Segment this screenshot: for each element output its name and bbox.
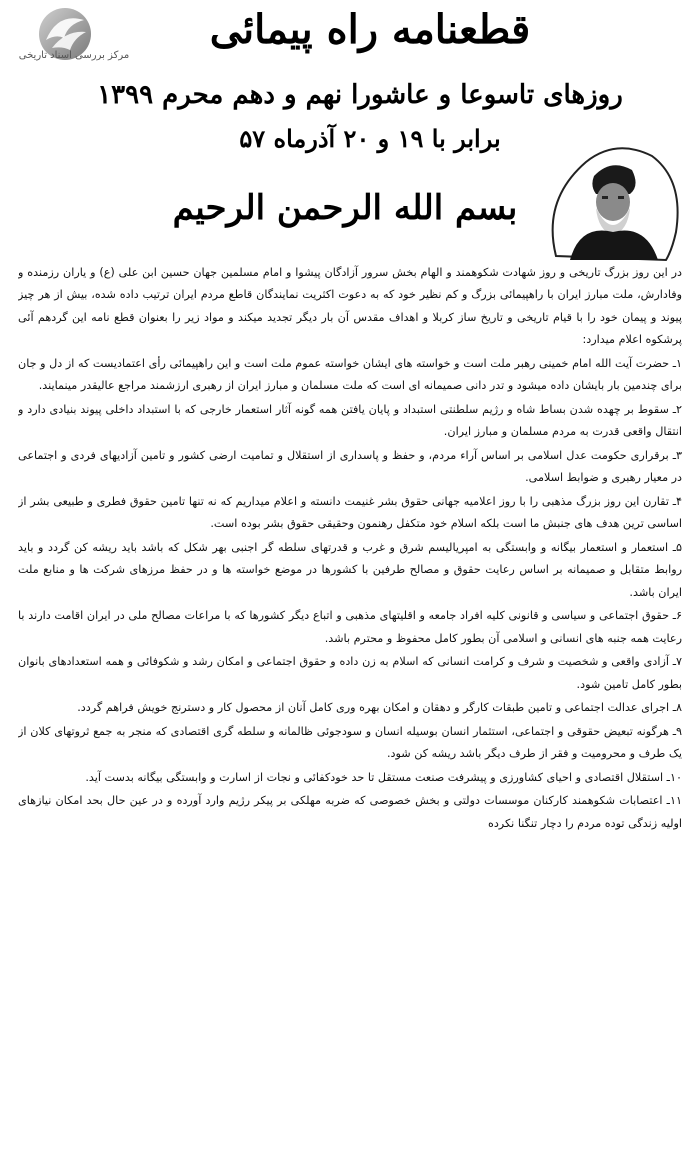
resolution-item-4: ۴ـ تقارن این روز بزرگ مذهبی را با روز اعلامیه جهانی حقوق بشر غنیمت دانسته و اعلام میداریم که نه تنها تامین حقوق فطری و طبیعی بشر از اساسی ترین هدف های جنبش ما است بلکه اسلام خود متکفل رهنمون وحقیقی حقوق بشر بوده است.	[18, 494, 682, 531]
resolution-item-8: ۸ـ اجرای عدالت اجتماعی و تامین طبقات کارگر و دهقان و امکان بهره وری کامل آنان از محصول کار و دسترنج خویش فراهم گردد.	[77, 701, 682, 715]
resolution-item-3: ۳ـ برقراری حکومت عدل اسلامی بر اساس آراء مردم، و حفظ و پاسداری از استقلال و تمامیت ارضی کشور و تامین آزادیهای فردی و اجتماعی در معیار رهبری و ضوابط اسلامی.	[18, 448, 682, 485]
resolution-item-9: ۹ـ هرگونه تبعیض حقوقی و اجتماعی، استثمار انسان بوسیله انسان و سودجوئی ظالمانه و سلطه گری اقتصادی که منجر به جمع ثروتهای کلان از یک طرف و محرومیت و فقر از طرف دیگر باشد ریشه کن شود.	[18, 724, 682, 761]
resolution-text	[18, 262, 682, 1142]
resolution-item-7: ۷ـ آزادی واقعی و شخصیت و شرف و کرامت انسانی که اسلام به زن داده و حقوق اجتماعی و امکان رشد و شکوفائی و همه استعدادهای بانوان بطور کامل تامین شود.	[18, 655, 682, 691]
resolution-item-1: ۱ـ حضرت آیت الله امام خمینی رهبر ملت است و خواسته های ایشان خواسته عموم ملت است و این راهپیمائی رأی اعتمادیست که از دل و جان برای چندمین بار بایشان داده میشود و تدر دانی صمیمانه ای است که ملت مسلمان و مبارز ایران از رهبری ارزشمند مراجع عالیقدر مینمایند.	[18, 356, 682, 393]
page-title: قطعنامه راه پیمائی	[209, 6, 531, 53]
resolution-item-6: ۶ـ حقوق اجتماعی و سیاسی و قانونی کلیه افراد جامعه و اقلیتهای مذهبی و اتباع دیگر کشورها که با مراعات مصالح ملی در ایران اقامت دارند با رعایت همه جنبه های انسانی و اسلامی آن بطور کامل محفوظ و محترم باشد.	[18, 609, 682, 645]
basmala-calligraphy: بسم الله الرحمن الرحیم	[172, 188, 518, 228]
resolution-item-5: ۵ـ استعمار و استعمار بیگانه و وابستگی به امپریالیسم شرق و غرب و قدرتهای سلطه گر اجنبی بهر شکل که باشد باید ریشه کن گردد و باید روابط متقابل و صمیمانه بر اساس رعایت حقوق و مصالح طرفین با کشورها در موضع خواسته ها و در حفظ مرزهای شرکت ها و منابع ملت ایران باشد.	[18, 540, 682, 599]
intro-paragraph: در این روز بزرگ تاریخی و روز شهادت شکوهمند و الهام بخش سرور آزادگان پیشوا و امام مسلمین جهان حسین ابن علی (ع) و یاران رزمنده و وفادارش، ملت مبارز ایران با راهپیمائی بزرگ و کم نظیر خود که به دعوت اکثریت نمایندگان قاطع مردم ایران ترتیب داده شده، بیش از هر چیز پیوند و پیمان خود را با قیام تاریخی و تاریخ ساز کربلا و اهداف مقدس آن بار دیگر تجدید میکند و مواد زیر را بعنوان قطع نامه این گردهم آئی پرشکوه اعلام میدارد:	[18, 266, 682, 347]
portrait-photo-icon	[536, 136, 686, 262]
resolution-item-10: ۱۰ـ استقلال اقتصادی و احیای کشاورزی و پیشرفت صنعت مستقل تا حد خودکفائی و نجات از اسارت و وابستگی بیگانه بدست آید.	[85, 770, 682, 784]
archive-center-logo-icon	[30, 4, 100, 74]
resolution-item-11: ۱۱ـ اعتصابات شکوهمند کارکنان موسسات دولتی و بخش خصوصی که ضربه مهلکی بر پیکر رژیم وارد آورده و در عین حال بحد امکان نیازهای اولیه زندگی توده مردم را دچار تنگنا نکرده	[18, 794, 682, 830]
dateline: برابر با ۱۹ و ۲۰ آذرماه ۵۷	[239, 124, 501, 153]
logo-caption: مرکز بررسی اسناد تاریخی	[18, 50, 130, 61]
page-subtitle: روزهای تاسوعا و عاشورا نهم و دهم محرم ۱۳۹۹	[97, 80, 623, 110]
resolution-item-2: ۲ـ سقوط بر چهده شدن بساط شاه و رژیم سلطنتی استبداد و پایان یافتن همه گونه آثار استعمار خارجی که با استبداد داخلی پیوند بنیادی دارد و انتقال واقعی قدرت به مردم مسلمان و مبارز ایران.	[18, 402, 682, 439]
